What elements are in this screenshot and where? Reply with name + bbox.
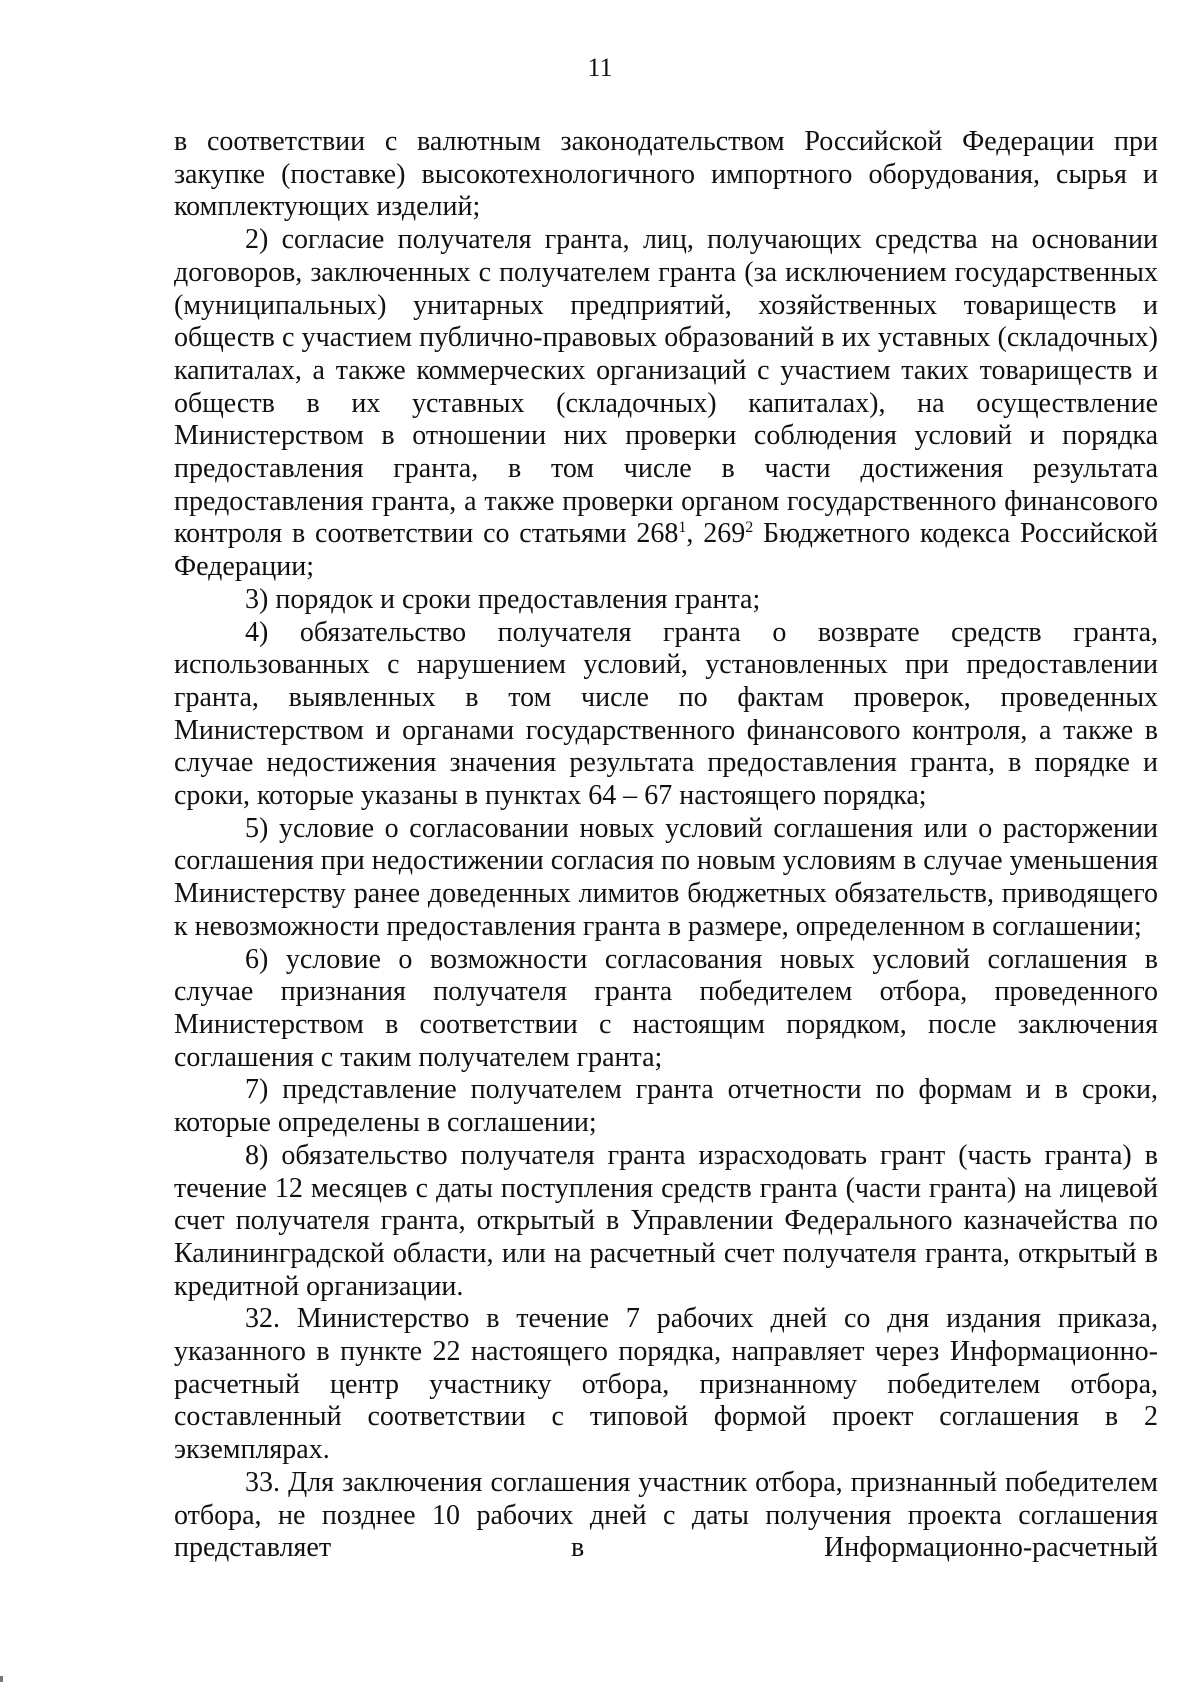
list-item-text-continued: , 269 (686, 518, 746, 550)
clause-33 (174, 1467, 1158, 1565)
list-item-text-tail: Бюджетного кодекса Российской Федерации; (174, 518, 1159, 583)
document-body (174, 126, 1158, 1565)
list-item-text: представление получателем гранта отчетности по формам и в сроки, которые определены в соглашении; (174, 1074, 1158, 1139)
list-marker: 5) (245, 812, 269, 844)
list-marker: 3) (245, 583, 269, 615)
paragraph-intro: в соответствии с валютным законодательством Российской Федерации при закупке (поставке) высокотехнологичного импортного оборудования, сырья и комплектующих изделий; (174, 126, 1158, 223)
clause-text: Для заключения соглашения участник отбора, признанный победителем отбора, не позднее 10 рабочих дней с даты получения проекта соглашения представляет в Информационно-расчетный (174, 1466, 1158, 1564)
list-item-text: порядок и сроки предоставления гранта; (275, 583, 761, 615)
clause-text: Министерство в течение 7 рабочих дней со дня издания приказа, указанного в пункте 22 настоящего порядка, направляет через Информационно-расчетный центр участнику отбора, признанному победителем отбора, составленный соответствии с типовой формой проект соглашения в 2 экземплярах. (174, 1303, 1158, 1466)
superscript: 1 (678, 519, 687, 537)
list-item-7 (174, 1074, 1158, 1139)
list-marker: 6) (245, 943, 269, 975)
list-item-2 (174, 224, 1158, 584)
scan-edge-mark (0, 1676, 3, 1682)
clause-number: 33. (245, 1466, 280, 1498)
list-item-5 (174, 813, 1158, 944)
list-item-4 (174, 617, 1158, 813)
page-number: 11 (587, 53, 613, 82)
list-item-text: условие о возможности согласования новых условий соглашения в случае признания получателя гранта победителем отбора, проведенного Министерством в соответствии с настоящим порядком, после заключения соглашения с таким получателем гранта; (174, 943, 1158, 1073)
clause-number: 32. (245, 1303, 280, 1335)
clause-32 (174, 1303, 1158, 1467)
superscript: 2 (745, 519, 754, 537)
list-item-text: условие о согласовании новых условий соглашения или о расторжении соглашения при недостижении согласия по новым условиям в случае уменьшения Министерству ранее доведенных лимитов бюджетных обязательств, приводящего к невозможности предоставления гранта в размере, определенном в соглашении; (174, 812, 1158, 942)
list-item-6 (174, 944, 1158, 1075)
list-item-text: обязательство получателя гранта израсходовать грант (часть гранта) в течение 12 месяцев с даты поступления средств гранта (части гранта) на лицевой счет получателя гранта, открытый в Управлении Федерального казначейства по Калининградской области, или на расчетный счет получателя гранта, открытый в кредитной организации. (174, 1139, 1159, 1302)
list-item-text: согласие получателя гранта, лиц, получающих средства на основании договоров, заключенных с получателем гранта (за исключением государственных (муниципальных) унитарных предприятий, хозяйственных товариществ и обществ с участием публично-правовых образований в их уставных (складочных) капиталах, а также коммерческих организаций с участием таких товариществ и обществ в их уставных (складочных) капиталах), на осуществление Министерством в отношении них проверки соблюдения условий и порядка предоставления гранта, в том числе в части достижения результата предоставления гранта, а также проверки органом государственного финансового контроля в соответствии со статьями 268 (174, 224, 1159, 550)
list-item-8 (174, 1140, 1158, 1304)
list-marker: 2) (245, 224, 269, 256)
list-marker: 8) (245, 1139, 269, 1171)
list-marker: 7) (245, 1074, 269, 1106)
list-item-3 (174, 584, 1158, 617)
list-marker: 4) (245, 616, 269, 648)
list-item-text: обязательство получателя гранта о возврате средств гранта, использованных с нарушением условий, установленных при предоставлении гранта, выявленных в том числе по фактам проверок, проведенных Министерством и органами государственного финансового контроля, а также в случае недостижения значения результата предоставления гранта, в порядке и сроки, которые указаны в пунктах 64 – 67 настоящего порядка; (174, 616, 1158, 812)
